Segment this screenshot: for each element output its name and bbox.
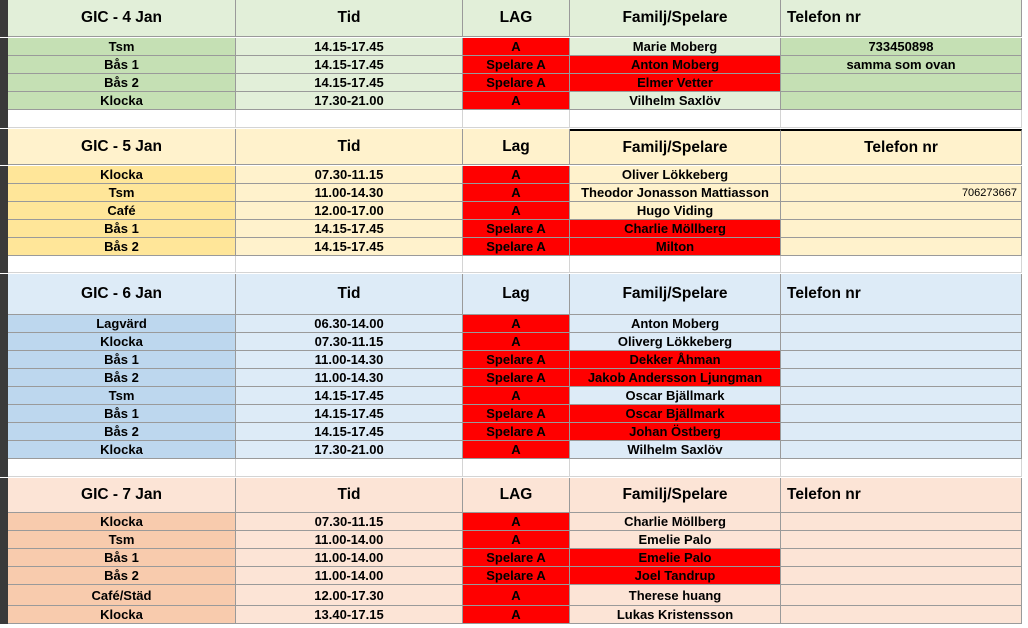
section-header-lag[interactable]: Lag bbox=[463, 274, 570, 315]
station-cell[interactable]: Bås 2 bbox=[8, 238, 236, 256]
row-header[interactable] bbox=[0, 478, 8, 513]
time-cell[interactable]: 06.30-14.00 bbox=[236, 315, 463, 333]
team-cell[interactable]: Spelare A bbox=[463, 56, 570, 74]
empty-cell[interactable] bbox=[8, 256, 236, 273]
team-cell[interactable]: A bbox=[463, 38, 570, 56]
phone-cell[interactable]: samma som ovan bbox=[781, 56, 1022, 74]
phone-cell[interactable]: 706273667 bbox=[781, 184, 1022, 202]
station-cell[interactable]: Tsm bbox=[8, 387, 236, 405]
player-cell[interactable]: Charlie Möllberg bbox=[570, 513, 781, 531]
player-cell[interactable]: Wilhelm Saxlöv bbox=[570, 441, 781, 459]
time-cell[interactable]: 14.15-17.45 bbox=[236, 74, 463, 92]
player-cell[interactable]: Oscar Bjällmark bbox=[570, 405, 781, 423]
empty-cell[interactable] bbox=[463, 256, 570, 273]
team-cell[interactable]: A bbox=[463, 441, 570, 459]
row-header[interactable] bbox=[0, 220, 8, 238]
time-cell[interactable]: 11.00-14.00 bbox=[236, 549, 463, 567]
player-cell[interactable]: Anton Moberg bbox=[570, 56, 781, 74]
phone-cell[interactable] bbox=[781, 92, 1022, 110]
row-header[interactable] bbox=[0, 238, 8, 256]
team-cell[interactable]: A bbox=[463, 202, 570, 220]
row-header[interactable] bbox=[0, 423, 8, 441]
player-cell[interactable]: Marie Moberg bbox=[570, 38, 781, 56]
phone-cell[interactable] bbox=[781, 585, 1022, 606]
empty-cell[interactable] bbox=[781, 459, 1022, 477]
row-header[interactable] bbox=[0, 74, 8, 92]
phone-cell[interactable] bbox=[781, 238, 1022, 256]
team-cell[interactable]: A bbox=[463, 513, 570, 531]
time-cell[interactable]: 14.15-17.45 bbox=[236, 38, 463, 56]
player-cell[interactable]: Lukas Kristensson bbox=[570, 606, 781, 624]
row-header[interactable] bbox=[0, 441, 8, 459]
section-header-day[interactable]: GIC - 7 Jan bbox=[8, 478, 236, 513]
team-cell[interactable]: A bbox=[463, 184, 570, 202]
player-cell[interactable]: Milton bbox=[570, 238, 781, 256]
station-cell[interactable]: Tsm bbox=[8, 184, 236, 202]
phone-cell[interactable]: 733450898 bbox=[781, 38, 1022, 56]
row-header[interactable] bbox=[0, 549, 8, 567]
team-cell[interactable]: A bbox=[463, 333, 570, 351]
row-header[interactable] bbox=[0, 92, 8, 110]
row-header[interactable] bbox=[0, 110, 8, 128]
phone-cell[interactable] bbox=[781, 387, 1022, 405]
player-cell[interactable]: Jakob Andersson Ljungman bbox=[570, 369, 781, 387]
time-cell[interactable]: 11.00-14.00 bbox=[236, 531, 463, 549]
time-cell[interactable]: 12.00-17.00 bbox=[236, 202, 463, 220]
time-cell[interactable]: 14.15-17.45 bbox=[236, 405, 463, 423]
station-cell[interactable]: Bås 1 bbox=[8, 56, 236, 74]
team-cell[interactable]: Spelare A bbox=[463, 351, 570, 369]
team-cell[interactable]: A bbox=[463, 166, 570, 184]
station-cell[interactable]: Klocka bbox=[8, 333, 236, 351]
time-cell[interactable]: 14.15-17.45 bbox=[236, 56, 463, 74]
empty-cell[interactable] bbox=[236, 459, 463, 477]
phone-cell[interactable] bbox=[781, 441, 1022, 459]
phone-cell[interactable] bbox=[781, 567, 1022, 585]
section-header-telefon[interactable]: Telefon nr bbox=[781, 274, 1022, 315]
time-cell[interactable]: 11.00-14.30 bbox=[236, 351, 463, 369]
empty-cell[interactable] bbox=[463, 110, 570, 128]
station-cell[interactable]: Bås 2 bbox=[8, 567, 236, 585]
station-cell[interactable]: Bås 2 bbox=[8, 423, 236, 441]
player-cell[interactable]: Oliver Lökkeberg bbox=[570, 166, 781, 184]
section-header-familj[interactable]: Familj/Spelare bbox=[570, 274, 781, 315]
section-header-tid[interactable]: Tid bbox=[236, 274, 463, 315]
phone-cell[interactable] bbox=[781, 351, 1022, 369]
team-cell[interactable]: A bbox=[463, 315, 570, 333]
station-cell[interactable]: Tsm bbox=[8, 38, 236, 56]
time-cell[interactable]: 12.00-17.30 bbox=[236, 585, 463, 606]
section-header-lag[interactable]: Lag bbox=[463, 129, 570, 165]
phone-cell[interactable] bbox=[781, 405, 1022, 423]
phone-cell[interactable] bbox=[781, 369, 1022, 387]
phone-cell[interactable] bbox=[781, 220, 1022, 238]
player-cell[interactable]: Therese huang bbox=[570, 585, 781, 606]
section-header-day[interactable]: GIC - 6 Jan bbox=[8, 274, 236, 315]
time-cell[interactable]: 17.30-21.00 bbox=[236, 441, 463, 459]
time-cell[interactable]: 13.40-17.15 bbox=[236, 606, 463, 624]
station-cell[interactable]: Klocka bbox=[8, 441, 236, 459]
phone-cell[interactable] bbox=[781, 74, 1022, 92]
phone-cell[interactable] bbox=[781, 315, 1022, 333]
section-header-telefon[interactable]: Telefon nr bbox=[781, 0, 1022, 37]
station-cell[interactable]: Lagvärd bbox=[8, 315, 236, 333]
player-cell[interactable]: Vilhelm Saxlöv bbox=[570, 92, 781, 110]
section-header-day[interactable]: GIC - 5 Jan bbox=[8, 129, 236, 165]
row-header[interactable] bbox=[0, 606, 8, 624]
empty-cell[interactable] bbox=[8, 459, 236, 477]
row-header[interactable] bbox=[0, 184, 8, 202]
player-cell[interactable]: Anton Moberg bbox=[570, 315, 781, 333]
empty-cell[interactable] bbox=[570, 459, 781, 477]
empty-cell[interactable] bbox=[8, 110, 236, 128]
player-cell[interactable]: Joel Tandrup bbox=[570, 567, 781, 585]
row-header[interactable] bbox=[0, 38, 8, 56]
time-cell[interactable]: 14.15-17.45 bbox=[236, 220, 463, 238]
row-header[interactable] bbox=[0, 585, 8, 606]
section-header-tid[interactable]: Tid bbox=[236, 478, 463, 513]
section-header-familj[interactable]: Familj/Spelare bbox=[570, 478, 781, 513]
time-cell[interactable]: 17.30-21.00 bbox=[236, 92, 463, 110]
time-cell[interactable]: 11.00-14.00 bbox=[236, 567, 463, 585]
time-cell[interactable]: 07.30-11.15 bbox=[236, 166, 463, 184]
team-cell[interactable]: Spelare A bbox=[463, 238, 570, 256]
team-cell[interactable]: A bbox=[463, 387, 570, 405]
row-header[interactable] bbox=[0, 315, 8, 333]
empty-cell[interactable] bbox=[781, 110, 1022, 128]
player-cell[interactable]: Johan Östberg bbox=[570, 423, 781, 441]
row-header[interactable] bbox=[0, 531, 8, 549]
station-cell[interactable]: Klocka bbox=[8, 92, 236, 110]
station-cell[interactable]: Bås 2 bbox=[8, 369, 236, 387]
phone-cell[interactable] bbox=[781, 166, 1022, 184]
team-cell[interactable]: A bbox=[463, 585, 570, 606]
team-cell[interactable]: A bbox=[463, 606, 570, 624]
row-header[interactable] bbox=[0, 333, 8, 351]
station-cell[interactable]: Bås 2 bbox=[8, 74, 236, 92]
time-cell[interactable]: 07.30-11.15 bbox=[236, 333, 463, 351]
row-header[interactable] bbox=[0, 387, 8, 405]
station-cell[interactable]: Café/Städ bbox=[8, 585, 236, 606]
row-header[interactable] bbox=[0, 351, 8, 369]
phone-cell[interactable] bbox=[781, 423, 1022, 441]
team-cell[interactable]: Spelare A bbox=[463, 220, 570, 238]
row-header[interactable] bbox=[0, 405, 8, 423]
team-cell[interactable]: Spelare A bbox=[463, 369, 570, 387]
section-header-lag[interactable]: LAG bbox=[463, 478, 570, 513]
player-cell[interactable]: Charlie Möllberg bbox=[570, 220, 781, 238]
team-cell[interactable]: Spelare A bbox=[463, 567, 570, 585]
player-cell[interactable]: Dekker Åhman bbox=[570, 351, 781, 369]
section-header-day[interactable]: GIC - 4 Jan bbox=[8, 0, 236, 37]
player-cell[interactable]: Theodor Jonasson Mattiasson bbox=[570, 184, 781, 202]
section-header-telefon[interactable]: Telefon nr bbox=[781, 478, 1022, 513]
station-cell[interactable]: Bås 1 bbox=[8, 351, 236, 369]
section-header-lag[interactable]: LAG bbox=[463, 0, 570, 37]
player-cell[interactable]: Emelie Palo bbox=[570, 549, 781, 567]
section-header-telefon[interactable]: Telefon nr bbox=[781, 129, 1022, 165]
team-cell[interactable]: Spelare A bbox=[463, 74, 570, 92]
row-header[interactable] bbox=[0, 256, 8, 273]
empty-cell[interactable] bbox=[781, 256, 1022, 273]
row-header[interactable] bbox=[0, 369, 8, 387]
time-cell[interactable]: 14.15-17.45 bbox=[236, 387, 463, 405]
team-cell[interactable]: Spelare A bbox=[463, 549, 570, 567]
row-header[interactable] bbox=[0, 129, 8, 165]
section-header-tid[interactable]: Tid bbox=[236, 0, 463, 37]
empty-cell[interactable] bbox=[236, 256, 463, 273]
section-header-familj[interactable]: Familj/Spelare bbox=[570, 129, 781, 165]
section-header-tid[interactable]: Tid bbox=[236, 129, 463, 165]
player-cell[interactable]: Oliverg Lökkeberg bbox=[570, 333, 781, 351]
row-header[interactable] bbox=[0, 166, 8, 184]
time-cell[interactable]: 14.15-17.45 bbox=[236, 423, 463, 441]
station-cell[interactable]: Café bbox=[8, 202, 236, 220]
station-cell[interactable]: Klocka bbox=[8, 166, 236, 184]
row-header[interactable] bbox=[0, 513, 8, 531]
player-cell[interactable]: Elmer Vetter bbox=[570, 74, 781, 92]
phone-cell[interactable] bbox=[781, 513, 1022, 531]
phone-cell[interactable] bbox=[781, 531, 1022, 549]
time-cell[interactable]: 14.15-17.45 bbox=[236, 238, 463, 256]
row-header[interactable] bbox=[0, 459, 8, 477]
row-header[interactable] bbox=[0, 0, 8, 37]
empty-cell[interactable] bbox=[236, 110, 463, 128]
player-cell[interactable]: Hugo Viding bbox=[570, 202, 781, 220]
station-cell[interactable]: Tsm bbox=[8, 531, 236, 549]
empty-cell[interactable] bbox=[570, 110, 781, 128]
team-cell[interactable]: Spelare A bbox=[463, 405, 570, 423]
time-cell[interactable]: 07.30-11.15 bbox=[236, 513, 463, 531]
row-header[interactable] bbox=[0, 567, 8, 585]
player-cell[interactable]: Oscar Bjällmark bbox=[570, 387, 781, 405]
row-header[interactable] bbox=[0, 274, 8, 315]
time-cell[interactable]: 11.00-14.30 bbox=[236, 369, 463, 387]
player-cell[interactable]: Emelie Palo bbox=[570, 531, 781, 549]
station-cell[interactable]: Bås 1 bbox=[8, 220, 236, 238]
team-cell[interactable]: A bbox=[463, 92, 570, 110]
row-header[interactable] bbox=[0, 202, 8, 220]
phone-cell[interactable] bbox=[781, 202, 1022, 220]
station-cell[interactable]: Bås 1 bbox=[8, 549, 236, 567]
team-cell[interactable]: Spelare A bbox=[463, 423, 570, 441]
row-header[interactable] bbox=[0, 56, 8, 74]
phone-cell[interactable] bbox=[781, 333, 1022, 351]
empty-cell[interactable] bbox=[463, 459, 570, 477]
phone-cell[interactable] bbox=[781, 549, 1022, 567]
station-cell[interactable]: Klocka bbox=[8, 606, 236, 624]
station-cell[interactable]: Bås 1 bbox=[8, 405, 236, 423]
phone-cell[interactable] bbox=[781, 606, 1022, 624]
time-cell[interactable]: 11.00-14.30 bbox=[236, 184, 463, 202]
empty-cell[interactable] bbox=[570, 256, 781, 273]
team-cell[interactable]: A bbox=[463, 531, 570, 549]
section-header-familj[interactable]: Familj/Spelare bbox=[570, 0, 781, 37]
station-cell[interactable]: Klocka bbox=[8, 513, 236, 531]
